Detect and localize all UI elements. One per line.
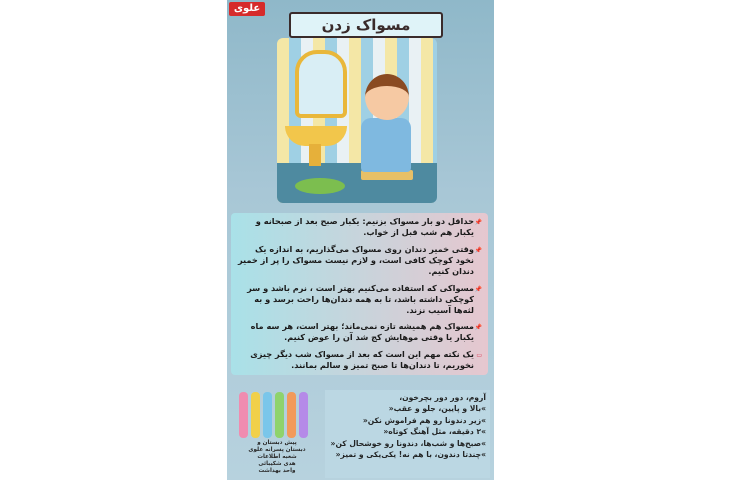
poem-line: »بالا و پایین، جلو و عقب« [388,404,486,414]
list-item: ▭ یک نکته مهم این است که بعد از مسواک شب دیگر چیزی نخوریم، تا دندان‌ها تا صبح تمیز و سالم بمانند. [250,349,482,371]
credit-line: هدی شکیبائی [258,461,296,467]
poem-line: آروم، دور دور بچرخون، [399,393,486,402]
poem [325,390,490,478]
credit-line: شعبه اطلاعات [257,454,297,460]
tips-card [231,213,488,375]
school-logo: علوی [229,2,265,16]
page-title: مسواک زدن [289,12,443,38]
poem-line: »زیر دندونا رو هم فراموش نکن« [362,415,486,425]
toothbrush-yellow [251,392,260,438]
poem-line: »۲ دقیقه، مثل آهنگ کوتاه« [383,427,486,437]
list-item: 📌 حداقل دو بار مسواک بزنیم: یکبار صبح بعد از صبحانه و یکبار هم شب قبل از خواب. [255,216,482,237]
boy-body [361,118,411,172]
toothbrush-blue [263,392,272,438]
pin-icon: 📌 [474,285,482,293]
pin-icon: 📌 [474,324,482,332]
pin-icon: 📌 [474,219,482,226]
sink [285,126,347,146]
poem-line: »صبح‌ها و شب‌ها، دندونا رو خوشحال کن« [330,438,486,448]
toothbrush-purple [299,392,308,438]
credit-line: پیش دبستان و [257,440,297,446]
poem-line: »چندتا دندون، با هم نه! یکی‌یکی و تمیز« [335,450,486,460]
credit-block [227,440,327,475]
rug [295,178,345,194]
list-item: 📌 وقتی خمیر دندان روی مسواک می‌گذاریم، به اندازه یک نخود کوچک کافی است، و لازم نیست مسواک را پر از خمیر دندان کنیم. [237,243,482,276]
toothbrush-pink [239,392,248,438]
pin-icon: 📌 [474,246,482,254]
poster [227,0,494,480]
boy-head [365,74,409,120]
credit-line: دبستان پسرانه علوی [248,447,306,453]
toothbrush-orange [287,392,296,438]
toothbrush-icon [235,378,325,438]
toothbrush-green [275,392,284,438]
illustration-boy-brushing [277,38,437,203]
tips-list [231,213,488,371]
mirror [295,50,347,118]
credit-line: واحد بهداشت [258,468,296,474]
toothbrush-icon: ▭ [476,352,482,360]
list-item: 📌 مسواک هم همیشه تازه نمی‌ماند؛ بهتر است، هر سه ماه یکبار یا وقتی موهایش کج شد آن را عوض کنیم. [250,321,482,343]
sink-stand [309,144,321,166]
list-item: 📌 مسواکی که استفاده می‌کنیم بهتر است ، نرم باشد و سر کوچکی داشته باشد، تا به همه دندان‌ها راحت برسد و به لثه‌ها آسیب نزند. [247,282,482,315]
